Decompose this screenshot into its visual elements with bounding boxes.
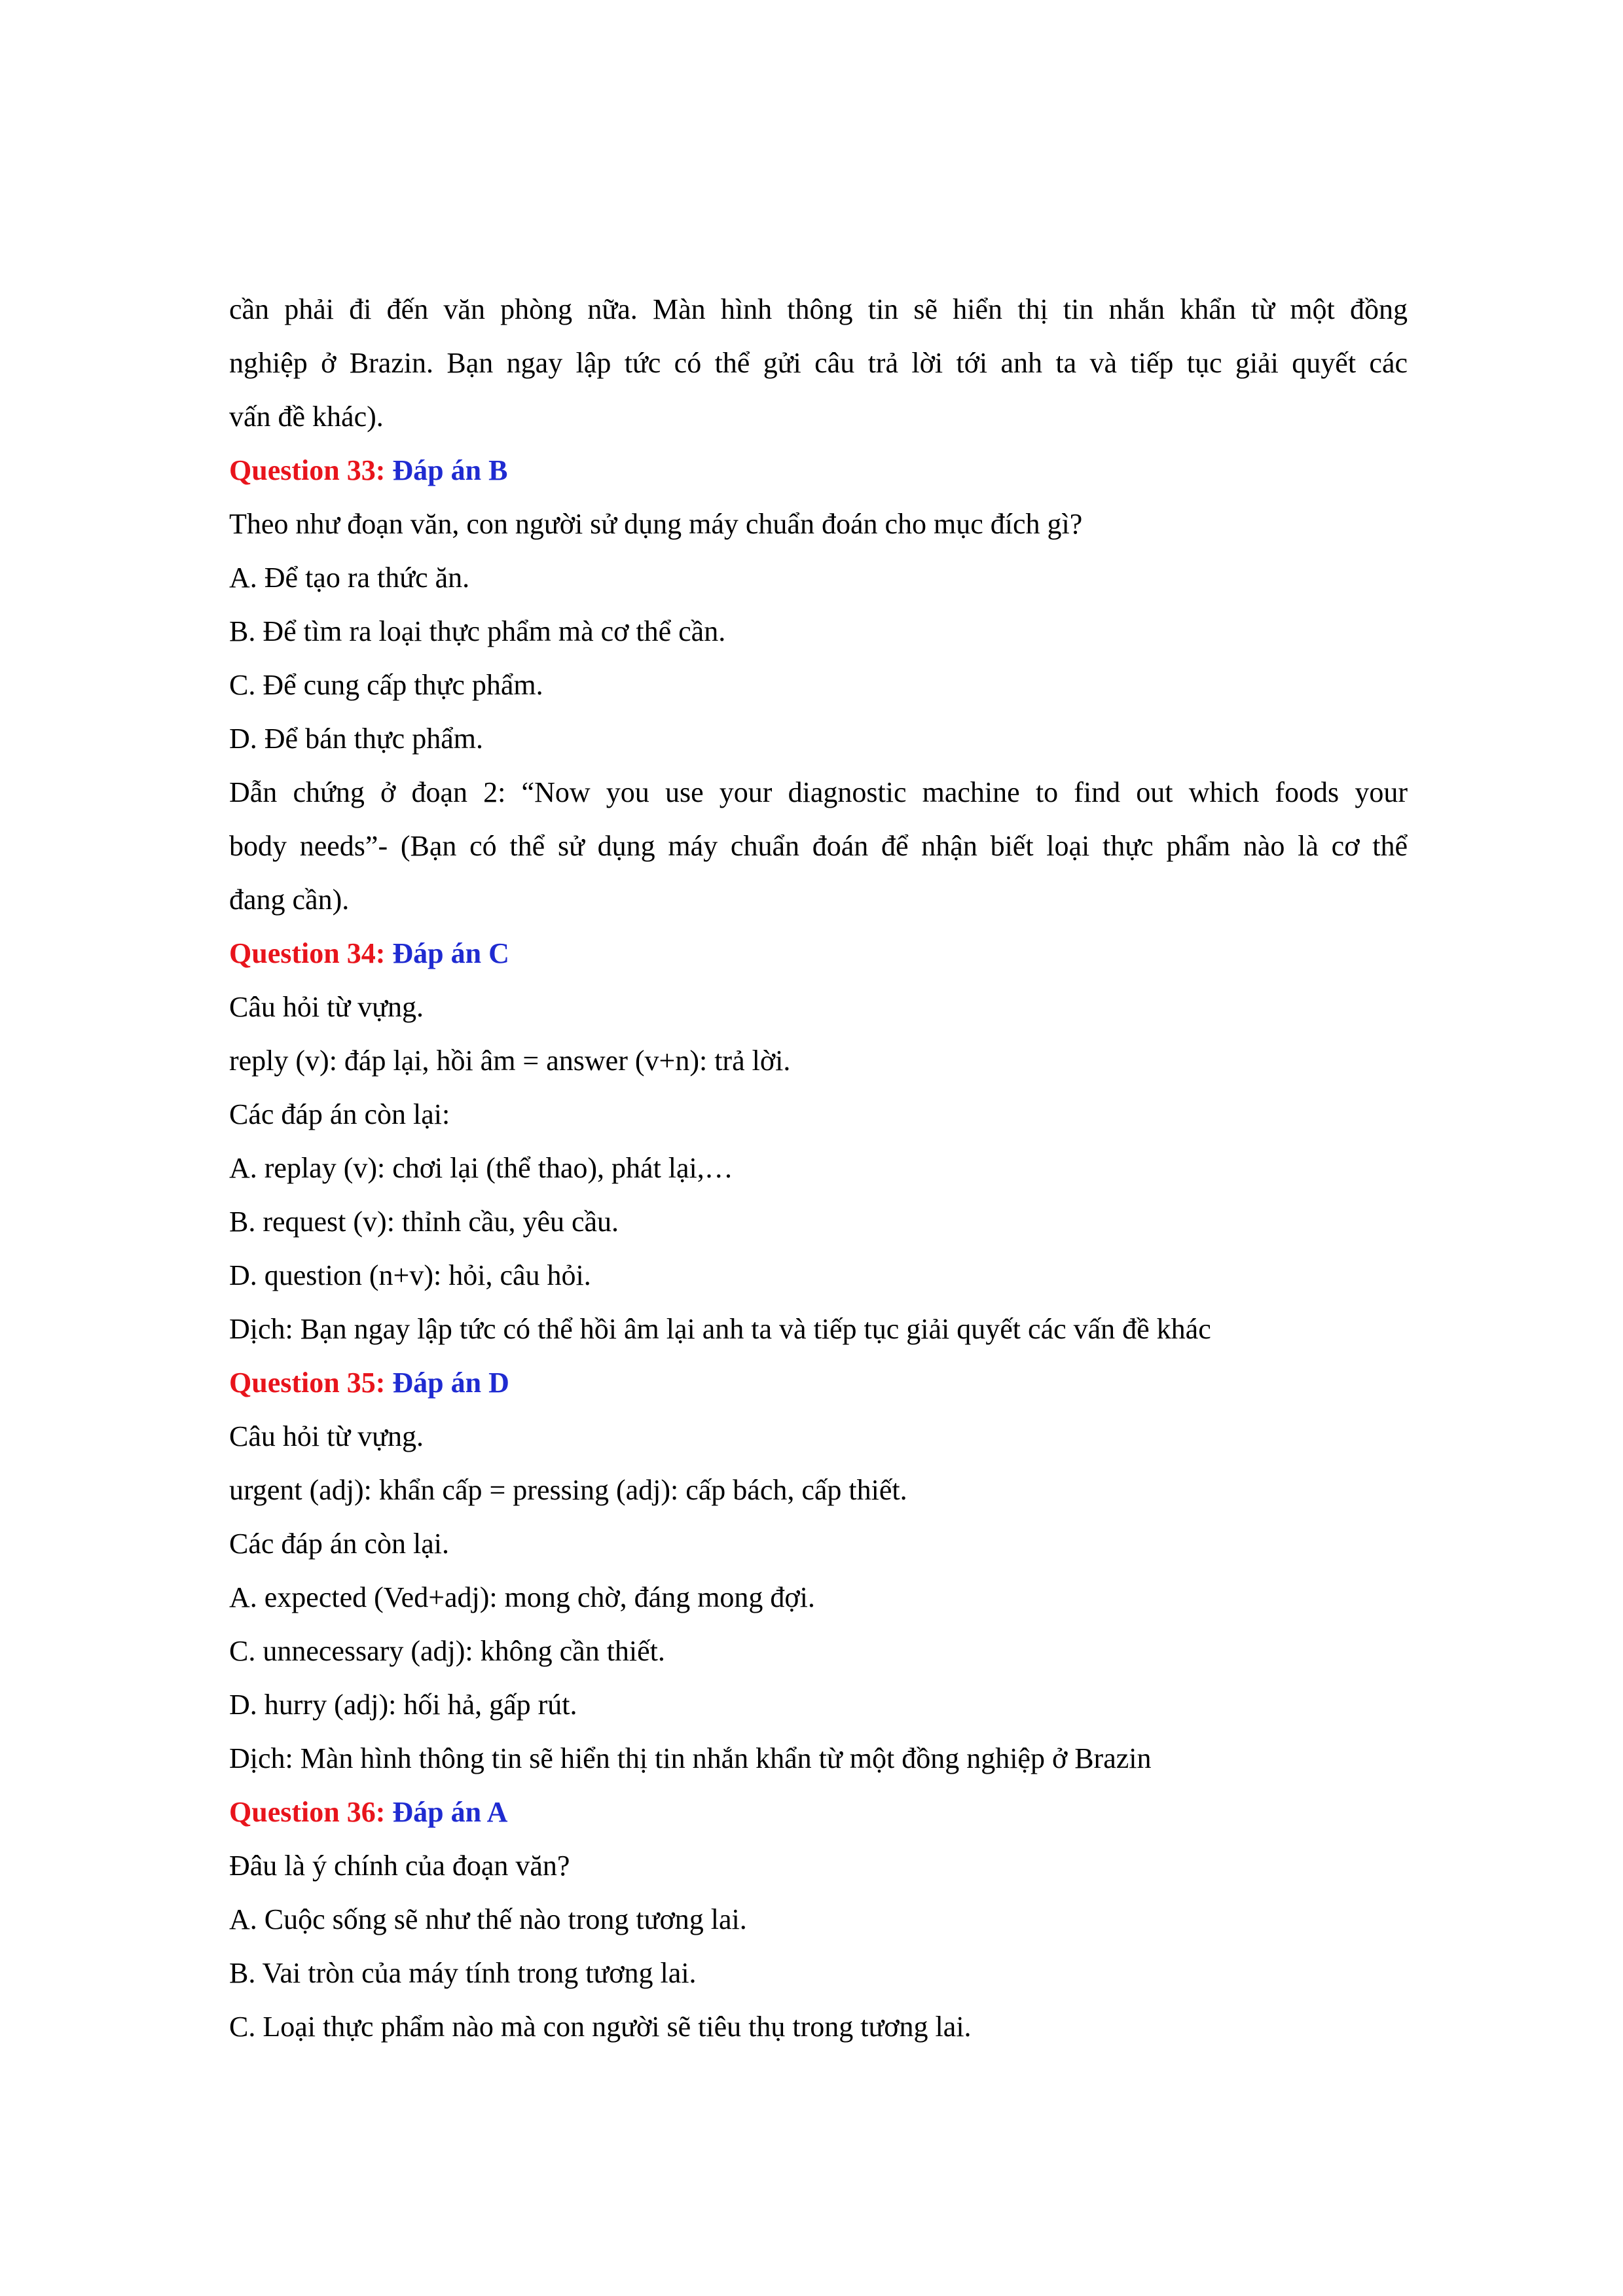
answer-key: Đáp án A — [392, 1796, 508, 1828]
answer-key: Đáp án B — [392, 454, 508, 486]
option-line: D. Để bán thực phẩm. — [229, 723, 483, 755]
paragraph-line: nghiệp ở Brazin. Bạn ngay lập tức có thể gửi câu trả lời tới anh ta và tiếp tục giải quyết các — [229, 347, 1408, 379]
question-text: Theo như đoạn văn, con người sử dụng máy chuẩn đoán cho mục đích gì? — [229, 508, 1083, 540]
question-number: Question 36: — [229, 1796, 386, 1828]
explanation-line: reply (v): đáp lại, hồi âm = answer (v+n): trả lời. — [229, 1045, 791, 1077]
question-number: Question 35: — [229, 1367, 386, 1399]
option-line: C. Để cung cấp thực phẩm. — [229, 669, 543, 701]
option-line: D. question (n+v): hỏi, câu hỏi. — [229, 1259, 591, 1291]
question-heading — [229, 1785, 1408, 1839]
document-body — [229, 283, 1408, 2054]
explanation-line: Câu hỏi từ vựng. — [229, 1420, 424, 1452]
question-heading — [229, 444, 1408, 497]
question-text: Đâu là ý chính của đoạn văn? — [229, 1850, 570, 1882]
explanation-line: Các đáp án còn lại. — [229, 1528, 449, 1560]
paragraph-line: cần phải đi đến văn phòng nữa. Màn hình thông tin sẽ hiển thị tin nhắn khẩn từ một đồng — [229, 293, 1408, 325]
explanation-line: Câu hỏi từ vựng. — [229, 991, 424, 1023]
translation-line: Dịch: Màn hình thông tin sẽ hiển thị tin nhắn khẩn từ một đồng nghiệp ở Brazin — [229, 1742, 1152, 1774]
option-line: B. Để tìm ra loại thực phẩm mà cơ thể cần. — [229, 615, 726, 647]
option-line: A. replay (v): chơi lại (thể thao), phát lại,… — [229, 1152, 733, 1184]
question-number: Question 34: — [229, 937, 386, 969]
option-line: A. expected (Ved+adj): mong chờ, đáng mong đợi. — [229, 1581, 815, 1613]
question-heading — [229, 1356, 1408, 1410]
explanation-line: Các đáp án còn lại: — [229, 1098, 450, 1130]
option-line: B. Vai tròn của máy tính trong tương lai. — [229, 1957, 697, 1989]
option-line: D. hurry (adj): hối hả, gấp rút. — [229, 1689, 577, 1721]
answer-key: Đáp án D — [392, 1367, 509, 1399]
explanation-line: Dẫn chứng ở đoạn 2: “Now you use your diagnostic machine to find out which foods your — [229, 776, 1408, 808]
question-number: Question 33: — [229, 454, 386, 486]
option-line: B. request (v): thỉnh cầu, yêu cầu. — [229, 1206, 619, 1238]
answer-key: Đáp án C — [392, 937, 509, 969]
explanation-line: đang cần). — [229, 884, 350, 916]
option-line: C. Loại thực phẩm nào mà con người sẽ tiêu thụ trong tương lai. — [229, 2011, 972, 2043]
option-line: C. unnecessary (adj): không cần thiết. — [229, 1635, 665, 1667]
question-heading — [229, 927, 1408, 980]
explanation-line: urgent (adj): khẩn cấp = pressing (adj): cấp bách, cấp thiết. — [229, 1474, 907, 1506]
paragraph-line: vấn đề khác). — [229, 401, 384, 433]
option-line: A. Cuộc sống sẽ như thế nào trong tương lai. — [229, 1903, 747, 1935]
explanation-line: body needs”- (Bạn có thể sử dụng máy chuẩn đoán để nhận biết loại thực phẩm nào là cơ thể — [229, 830, 1408, 862]
translation-line: Dịch: Bạn ngay lập tức có thể hồi âm lại anh ta và tiếp tục giải quyết các vấn đề khác — [229, 1313, 1211, 1345]
option-line: A. Để tạo ra thức ăn. — [229, 562, 470, 594]
